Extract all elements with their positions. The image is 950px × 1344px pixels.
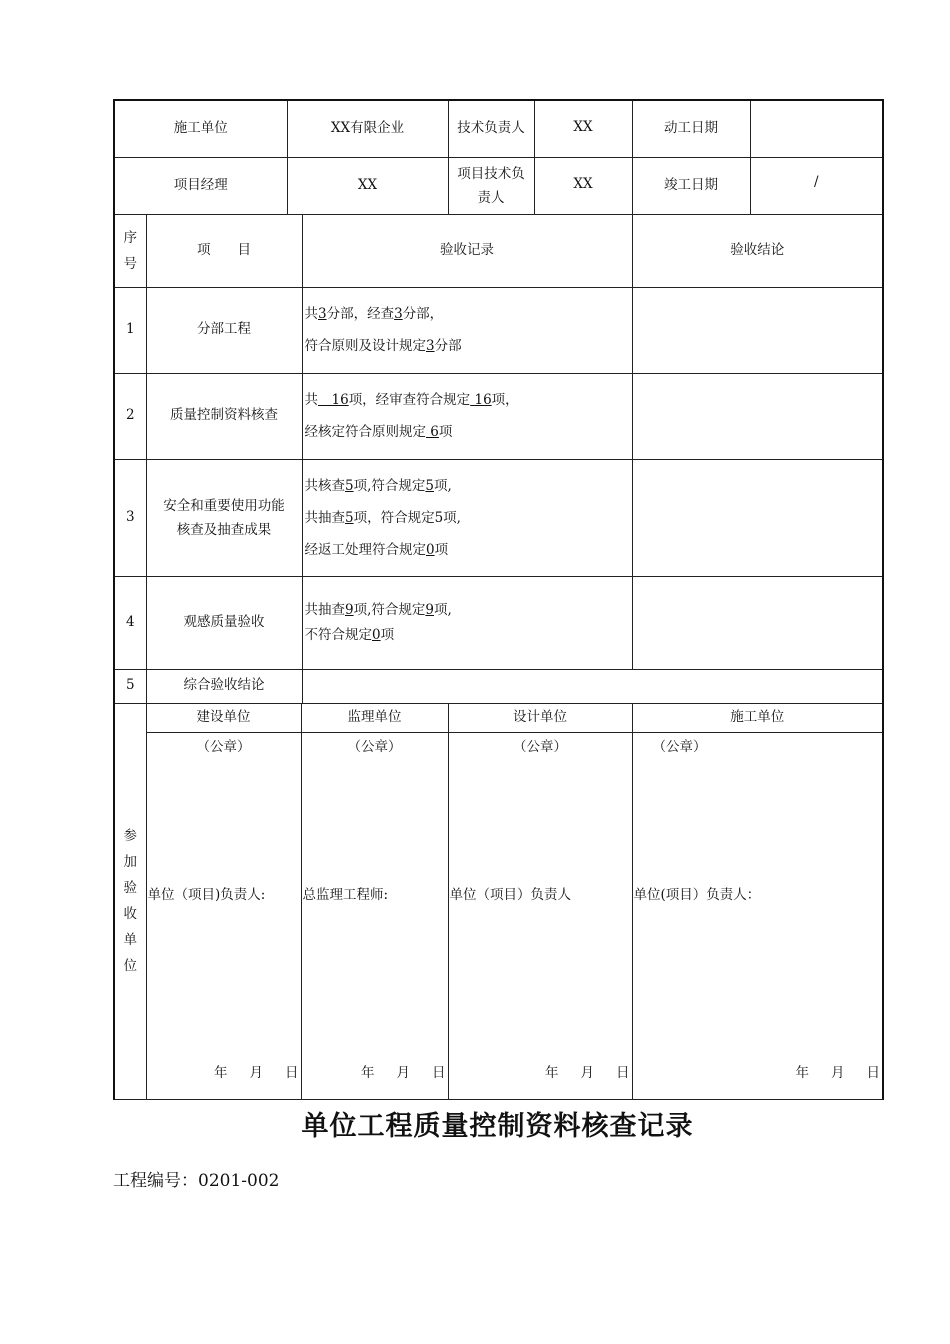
header-value-finish-date: /: [750, 157, 883, 214]
row-item: 综合验收结论: [146, 669, 302, 703]
row-item: 观感质量验收: [146, 576, 302, 669]
row-number: 3: [114, 459, 146, 576]
record-line: 共抽查9项,符合规定9项,: [304, 601, 452, 618]
header-value-construction-unit: XX有限企业: [287, 100, 448, 157]
record-line: 共3分部，经查3分部，: [304, 306, 444, 322]
vertical-char: 号: [123, 255, 137, 272]
row-item: 安全和重要使用功能核查及抽查成果: [146, 459, 302, 576]
vertical-char: 序: [123, 229, 137, 246]
vertical-char: 参: [123, 828, 137, 844]
vertical-char: 收: [123, 906, 137, 922]
date-label: 年 月 日: [795, 1064, 881, 1081]
table-row: [114, 373, 883, 459]
acceptance-form-table: [113, 99, 884, 1100]
unit-name-owner: 建设单位: [146, 703, 301, 732]
record-line: 不符合规定0项: [304, 626, 395, 643]
responsible-label: 单位（项目）负责人: [449, 886, 572, 903]
record-line: 符合原则及设计规定3分部: [304, 338, 462, 354]
record-line: 共核查5项,符合规定5项,: [304, 477, 452, 494]
row-conclusion: [632, 287, 883, 373]
column-header-conclusion: 验收结论: [632, 214, 883, 287]
table-row: [114, 287, 883, 373]
column-header-record: 验收记录: [302, 214, 632, 287]
seal-label: （公章）: [196, 738, 251, 755]
responsible-label: 总监理工程师:: [302, 886, 389, 903]
row-conclusion: [632, 373, 883, 459]
document-title: 单位工程质量控制资料核查记录: [301, 1111, 694, 1142]
seal-label: （公章）: [513, 738, 568, 755]
sign-cell-construction: [632, 732, 883, 1099]
record-line: 共抽查5项，符合规定5项,: [304, 509, 461, 526]
row-record: [302, 459, 632, 576]
row-record: [302, 576, 632, 669]
responsible-label: 单位（项目)负责人:: [147, 886, 266, 903]
header-label-start-date: 动工日期: [632, 100, 750, 157]
sign-cell-supervision: [301, 732, 448, 1099]
row-conclusion: [632, 459, 883, 576]
record-line: 经核定符合原则规定 6项: [304, 424, 453, 440]
table-row: [114, 669, 883, 703]
record-line: 经返工处理符合规定0项: [304, 541, 449, 558]
seal-label: （公章）: [652, 738, 707, 755]
table-row: [114, 576, 883, 669]
vertical-char: 位: [123, 958, 137, 974]
header-value-project-tech-lead: XX: [534, 157, 632, 214]
header-label-tech-lead: 技术负责人: [448, 100, 534, 157]
unit-name-supervision: 监理单位: [301, 703, 448, 732]
row-number: 1: [114, 287, 146, 373]
overall-conclusion-value: [302, 669, 883, 703]
row-item: 质量控制资料核查: [146, 373, 302, 459]
row-number: 4: [114, 576, 146, 669]
column-header-seq: [114, 214, 146, 287]
table-row: [114, 459, 883, 576]
unit-name-design: 设计单位: [448, 703, 632, 732]
row-number: 2: [114, 373, 146, 459]
row-record: [302, 373, 632, 459]
header-label-construction-unit: 施工单位: [114, 100, 287, 157]
row-record: [302, 287, 632, 373]
responsible-label: 单位(项目）负责人：: [633, 886, 761, 903]
vertical-char: 验: [123, 880, 137, 896]
header-value-start-date: [750, 100, 883, 157]
sign-cell-owner: [146, 732, 301, 1099]
date-label: 年 月 日: [214, 1064, 299, 1081]
header-value-project-manager: XX: [287, 157, 448, 214]
row-conclusion: [632, 576, 883, 669]
date-label: 年 月 日: [545, 1064, 630, 1081]
seal-label: （公章）: [347, 738, 402, 755]
vertical-char: 加: [123, 854, 137, 870]
header-label-project-tech-lead: 项目技术负责人: [448, 157, 534, 214]
participants-label: [114, 703, 146, 1099]
header-value-tech-lead: XX: [534, 100, 632, 157]
record-line: 共 16项，经审查符合规定 16项，: [304, 392, 519, 408]
unit-name-construction: 施工单位: [632, 703, 883, 732]
header-label-finish-date: 竣工日期: [632, 157, 750, 214]
project-number: 工程编号：0201-002: [113, 1171, 280, 1191]
sign-cell-design: [448, 732, 632, 1099]
row-item: 分部工程: [146, 287, 302, 373]
date-label: 年 月 日: [361, 1064, 446, 1081]
row-number: 5: [114, 669, 146, 703]
column-header-item: 项 目: [146, 214, 302, 287]
header-label-project-manager: 项目经理: [114, 157, 287, 214]
vertical-char: 单: [123, 932, 137, 948]
